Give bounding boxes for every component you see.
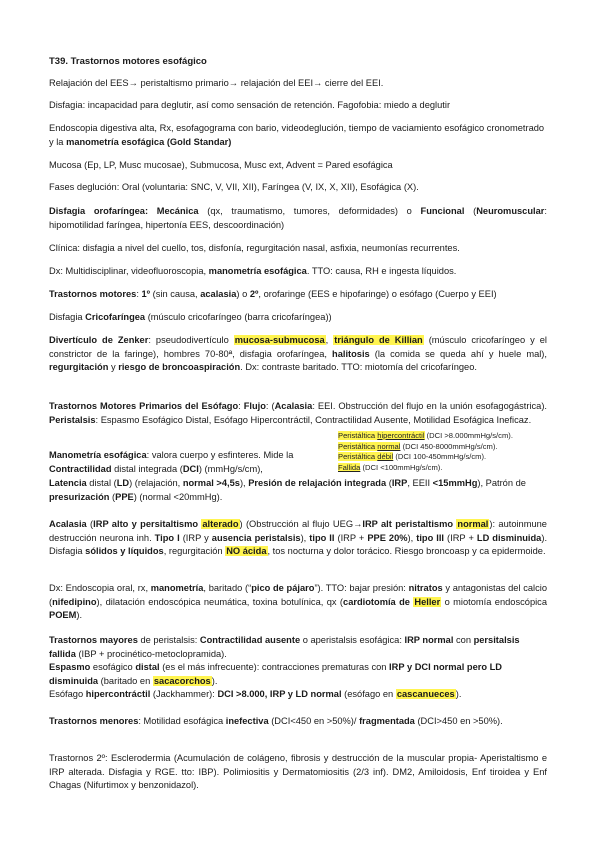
- inset-row-debil: Peristáltica débil (DCI 100-450mmHg/s/cm).: [338, 452, 487, 462]
- inset-row-fallida: Fallida (DCI <100mmHg/s/cm).: [338, 462, 443, 472]
- paragraph-endoscopia: Endoscopia digestiva alta, Rx, esofagograma con bario, videodeglución, tiempo de vaciamiento esofágico cronometrado y la manometría esofágica (Gold Standar): [49, 123, 545, 147]
- paragraph-dx-multidisciplinar: Dx: Multidisciplinar, videofluoroscopia, manometría esofágica. TTO: causa, RH e ingesta líquidos.: [49, 266, 457, 276]
- paragraph-acalasia: Acalasia (IRP alto y persitaltismo alterado) (Obstrucción al flujo UEG→IRP alt peristaltismo normal): autoinmune destrucción neurona inh. Tipo I (IRP y ausencia peristalsis), tipo II (IRP + PPE 20%), tipo III (IRP + LD disminuida). Disfagia sólidos y líquidos, regurgitación NO ácida, tos nocturna y dolor torácico. Riesgo broncoasp y ca epidermoide.: [49, 519, 548, 557]
- paragraph-disfagia-definicion: Disfagia: incapacidad para deglutir, así como sensación de retención. Fagofobia: miedo a deglutir: [49, 100, 451, 110]
- paragraph-disfagia-orofaringea: Disfagia orofaríngea: Mecánica (qx, traumatismo, tumores, deformidades) o Funcional (Neuromuscular: hipomotilidad faríngea, hipertonía EES, descoordinación): [49, 206, 547, 230]
- mayores-line-contractilidad: Trastornos mayores de peristalsis: Contractilidad ausente o aperistalsis esofágica: IRP normal con persitalsis fallida (IBP + procinético-metoclopramida).: [49, 635, 520, 659]
- paragraph-fases-deglucion: Fases deglución: Oral (voluntaria: SNC, V, VII, XII), Faríngea (V, IX, X, XII), Esofágica (X).: [49, 182, 419, 192]
- paragraph-trastornos-secundarios: Trastornos 2º: Esclerodermia (Acumulación de colágeno, fibrosis y destrucción de la muscular propia- Aperistaltismo e IRP alterada. Disfagia y RGE. tto: IBP). Polimiositis y Dermatomiositis (2/3 inf). DM2, Amiloidosis, Enf tiroidea y Enf Chagas (Nifurtimox y benzonidazol).: [49, 753, 547, 791]
- paragraph-relajacion: Relajación del EES→ peristaltismo primario→ relajación del EEI→ cierre del EEI.: [49, 78, 384, 88]
- paragraph-trastornos-primarios: Trastornos Motores Primarios del Esófago: Flujo: (Acalasia: EEI. Obstrucción del flujo en la unión esofagogástrica). Peristalsis: Espasmo Esofágico Distal, Esófago Hipercontráctil, Contractilidad Ausente, Motilidad Esofágica Ineficaz.: [49, 401, 548, 425]
- peristalsis-classification-inset: [338, 431, 553, 473]
- paragraph-trastornos-motores: Trastornos motores: 1º (sin causa, acalasia) o 2º, orofaringe (EES e hipofaringe) o esófago (Cuerpo y EEI): [49, 289, 497, 299]
- paragraph-trastornos-menores: Trastornos menores: Motilidad esofágica inefectiva (DCI<450 en >50%)/ fragmentada (DCI>450 en >50%).: [49, 716, 503, 726]
- paragraph-cricofaringea: Disfagia Cricofaríngea (músculo cricofaríngeo (barra cricofaríngea)): [49, 312, 332, 322]
- paragraph-clinica: Clínica: disfagia a nivel del cuello, tos, disfonía, regurgitación nasal, asfixia, neumonías recurrentes.: [49, 243, 460, 253]
- paragraph-trastornos-mayores: [49, 634, 547, 702]
- paragraph-manometria: Manometría esofágica: valora cuerpo y esfinteres. Mide la Contractilidad distal integrada (DCI) (mmHg/s/cm),: [49, 450, 294, 474]
- page-title: T39. Trastornos motores esofágico: [49, 56, 207, 67]
- mayores-line-hipercontractil: Esófago hipercontráctil (Jackhammer): DCI >8.000, IRP y LD normal (esófago en cascanueces).: [49, 689, 462, 700]
- inset-row-hipercontractil: Peristáltica hipercontráctil (DCI >8.000mmHg/s/cm).: [338, 431, 513, 440]
- mayores-line-espasmo: Espasmo esofágico distal (es el más infrecuente): contracciones prematuras con IRP y DCI normal pero LD disminuida (baritado en sacacorchos).: [49, 662, 503, 686]
- paragraph-zenker: Divertículo de Zenker: pseudodivertículo mucosa-submucosa, triángulo de Killian (músculo cricofaríngeo y el constrictor de la faringe), hombres 70-80ª, disfagia orofaríngea, halitosis (la comida se queda ahí y huele mal), regurgitación y riesgo de broncoaspiración. Dx: contraste baritado. TTO: miotomía del cricofaríngeo.: [49, 335, 547, 373]
- paragraph-dx-tto: Dx: Endoscopia oral, rx, manometría, baritado (“pico de pájaro”). TTO: bajar presión: nitratos y antagonistas del calcio (nifedipino), dilatación endoscópica neumática, toxina botulínica, qx (cardiotomía de Heller o miotomía endoscópica POEM).: [49, 583, 548, 621]
- inset-row-normal: Peristáltica normal (DCI 450-8000mmHg/s/cm).: [338, 441, 498, 451]
- paragraph-mucosa: Mucosa (Ep, LP, Musc mucosae), Submucosa, Musc ext, Advent = Pared esofágica: [49, 160, 393, 170]
- paragraph-manometria-cont: Latencia distal (LD) (relajación, normal >4,5s), Presión de relajación integrada (IRP, EEII <15mmHg), Patrón de presurización (PPE) (normal <20mmHg).: [49, 478, 526, 502]
